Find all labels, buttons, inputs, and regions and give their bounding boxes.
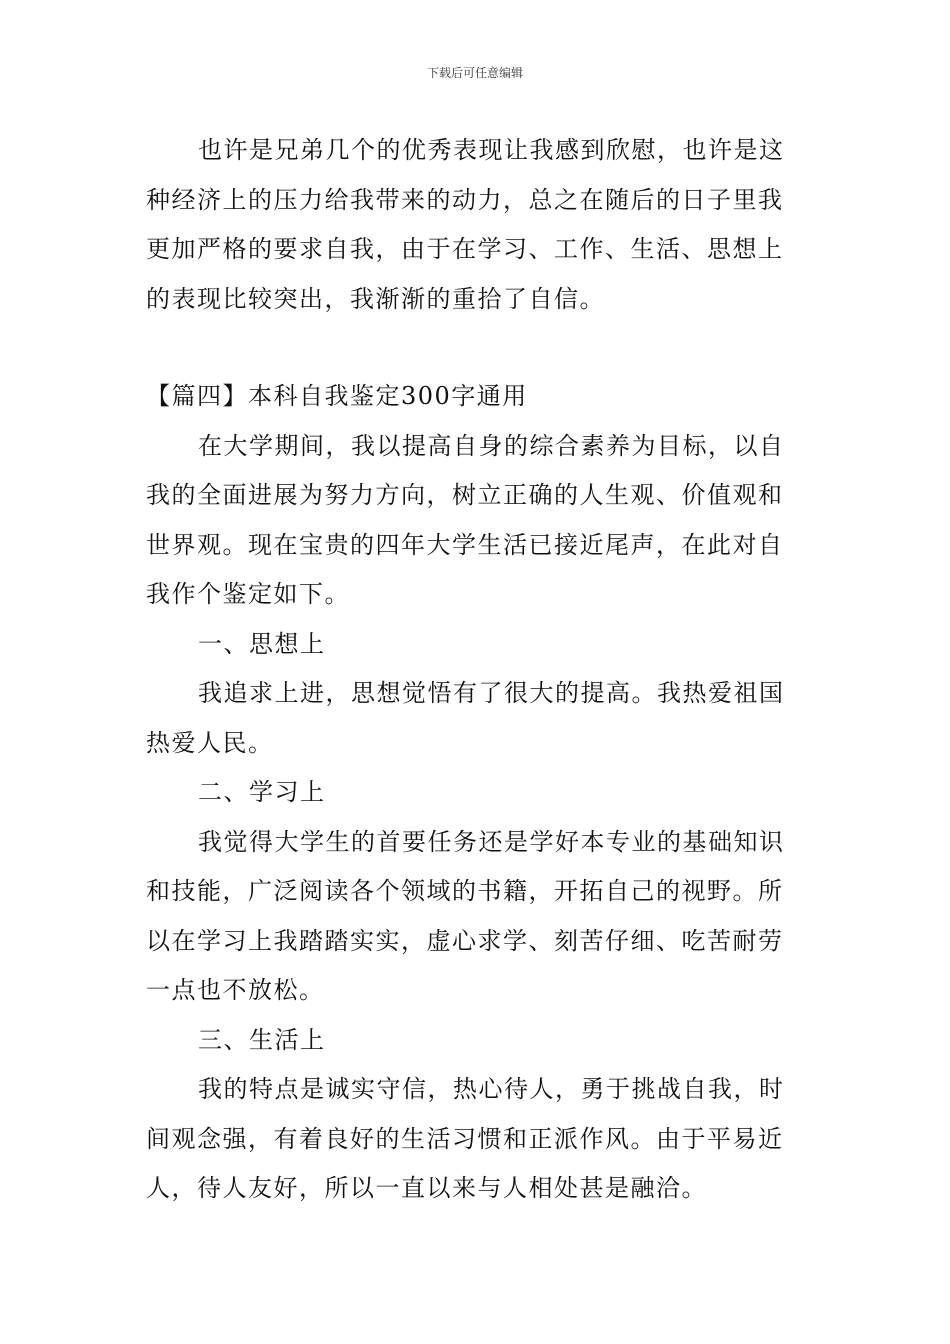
header-note: 下载后可任意编辑 [426,66,523,80]
item-text-thought: 我追求上进，思想觉悟有了很大的提高。我热爱祖国热爱人民。 [146,679,785,757]
item-title-thought: 一、思想上 [198,629,326,658]
item-text-life: 我的特点是诚实守信，热心待人，勇于挑战自我，时间观念强，有着良好的生活习惯和正派作风。由于平易近人，待人友好，所以一直以来与人相处甚是融洽。 [146,1075,785,1202]
top-text-block [146,126,808,324]
section-intro: 在大学期间，我以提高自身的综合素养为目标，以自我的全面进展为努力方向，树立正确的人生观、价值观和世界观。现在宝贵的四年大学生活已接近尾声，在此对自我作个鉴定如下。 [146,431,785,608]
item-text-study: 我觉得大学生的首要任务还是学好本专业的基础知识和技能，广泛阅读各个领域的书籍，开拓自己的视野。所以在学习上我踏踏实实，虚心求学、刻苦仔细、吃苦耐劳一点也不放松。 [146,827,785,1004]
section-block [146,372,808,1214]
section-heading: 【篇四】本科自我鉴定300字通用 [146,382,528,410]
body-paragraph: 也许是兄弟几个的优秀表现让我感到欣慰，也许是这种经济上的压力给我带来的动力，总之在随后的日子里我更加严格的要求自我，由于在学习、工作、生活、思想上的表现比较突出，我渐渐的重拾了自信。 [146,136,785,313]
item-title-study: 二、学习上 [198,778,326,806]
item-title-life: 三、生活上 [198,1025,326,1054]
